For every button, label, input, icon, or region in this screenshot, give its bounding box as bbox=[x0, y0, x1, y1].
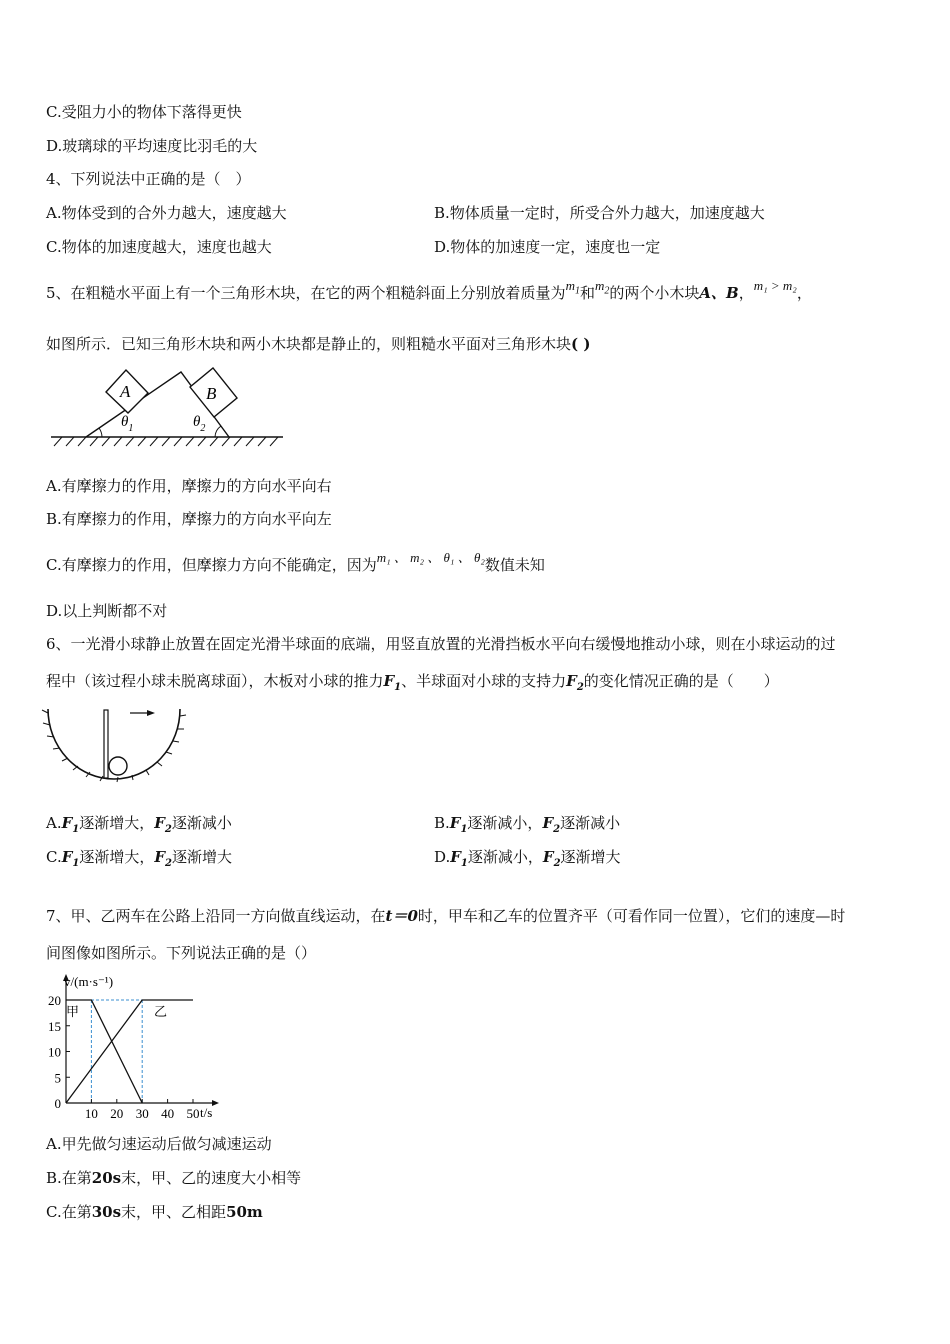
q6-option-b-f1: $F_1$ bbox=[449, 814, 468, 835]
q6-stem-line2 bbox=[46, 671, 779, 698]
q7-vt-chart bbox=[40, 970, 240, 1122]
y-tick-label-3: 15 bbox=[48, 1018, 61, 1034]
push-arrow-head bbox=[147, 710, 155, 716]
x-tick-label-4: 50 bbox=[186, 1106, 200, 1121]
q7-option-c: C.在第30s末，甲、乙相距50m bbox=[46, 1203, 263, 1221]
q4-option-c: C.物体的加速度越大，速度也越大 bbox=[46, 238, 272, 256]
q3-option-c: C.受阻力小的物体下落得更快 bbox=[46, 103, 242, 121]
q7-t-equals-zero: t＝0 bbox=[385, 907, 418, 925]
y-tick-label-2: 10 bbox=[48, 1044, 61, 1060]
q5-comma: ， bbox=[738, 284, 754, 302]
theta2-arc bbox=[215, 426, 221, 437]
q5-m2: $m_2$ bbox=[594, 278, 610, 297]
q6-stem-line1: 6、一光滑小球静止放置在固定光滑半球面的底端，用竖直放置的光滑挡板水平向右缓慢地推动小球，则在小球运动的过 bbox=[46, 635, 836, 653]
q5-paren: ( ) bbox=[571, 335, 591, 353]
q5-stem-b: 的两个小木块 bbox=[609, 284, 700, 302]
y-tick-label-4: 20 bbox=[48, 993, 61, 1008]
q5-option-c-vars: m₁ 、 m₂ 、 θ₁ 、 θ₂ bbox=[376, 550, 485, 565]
q7-option-b-value: 20s bbox=[91, 1169, 122, 1187]
x-axis-arrow bbox=[212, 1100, 219, 1106]
block-b-label: B bbox=[206, 384, 217, 403]
q6-option-c-f2: $F_2$ bbox=[154, 848, 172, 869]
q5-option-c bbox=[46, 550, 545, 576]
vertical-board bbox=[104, 710, 108, 778]
q6-option-a-f2: $F_2$ bbox=[154, 814, 172, 835]
q5-option-a: A.有摩擦力的作用，摩擦力的方向水平向右 bbox=[46, 477, 332, 495]
ground-hatching bbox=[54, 437, 278, 446]
q6-option-a-f1: $F_1$ bbox=[61, 814, 80, 835]
x-tick-label-0: 10 bbox=[84, 1106, 98, 1121]
series-line-1 bbox=[66, 1000, 193, 1103]
q5-inequality: m₁ > m₂ bbox=[753, 278, 797, 293]
q5-stem-a: 5、在粗糙水平面上有一个三角形木块，在它的两个粗糙斜面上分别放着质量为 bbox=[46, 284, 566, 302]
q7-option-c-value: 30s bbox=[91, 1203, 122, 1221]
q6-figure bbox=[40, 703, 188, 783]
q7-option-c-distance: 50m bbox=[226, 1203, 263, 1221]
q6-option-d-f1: $F_1$ bbox=[450, 848, 468, 869]
q5-stem-end: ， bbox=[796, 284, 812, 302]
q5-m1: $m_1$ bbox=[565, 278, 580, 297]
q5-option-c-text: C.有摩擦力的作用，但摩擦力方向不能确定，因为 bbox=[46, 556, 377, 574]
q7-stem-line2: 间图像如图所示。下列说法正确的是（） bbox=[46, 944, 317, 962]
q7-stem-line1 bbox=[46, 906, 845, 926]
q3-option-d: D.玻璃球的平均速度比羽毛的大 bbox=[46, 137, 258, 155]
series-label-jia: 甲 bbox=[66, 1004, 80, 1019]
y-tick-label-1: 5 bbox=[54, 1070, 61, 1086]
y-axis-label: v/(m·s⁻¹) bbox=[64, 974, 114, 989]
small-ball bbox=[109, 757, 127, 775]
q7-stem-b: 时，甲车和乙车的位置齐平（可看作同一位置），它们的速度—时 bbox=[417, 907, 846, 925]
x-tick-label-2: 30 bbox=[135, 1106, 149, 1121]
y-tick-label-0: 0 bbox=[54, 1096, 61, 1111]
q5-option-d: D.以上判断都不对 bbox=[46, 602, 168, 620]
theta1-label: $\theta_1$ bbox=[121, 414, 134, 434]
x-axis-label: t/s bbox=[200, 1105, 213, 1120]
q7-option-b: B.在第20s末，甲、乙的速度大小相等 bbox=[46, 1169, 302, 1187]
q6-option-d: $D.F_1$逐渐减小，$F_2$逐渐增大 bbox=[434, 848, 621, 869]
q7-stem-a: 7、甲、乙两车在公路上沿同一方向做直线运动，在 bbox=[46, 907, 386, 925]
block-a-label: A bbox=[120, 382, 131, 401]
q4-stem: 4、下列说法中正确的是（ ） bbox=[46, 170, 251, 188]
q6-option-b-f2: $F_2$ bbox=[542, 814, 561, 835]
q4-option-b: B.物体质量一定时，所受合外力越大，加速度越大 bbox=[434, 204, 765, 222]
q5-stem-line2-text: 如图所示．已知三角形木块和两小木块都是静止的，则粗糙水平面对三角形木块 bbox=[46, 335, 572, 353]
q5-stem-line2 bbox=[46, 334, 590, 354]
q5-option-b: B.有摩擦力的作用，摩擦力的方向水平向左 bbox=[46, 510, 332, 528]
q6-stem-a: 程中（该过程小球未脱离球面），木板对小球的推力 bbox=[46, 672, 384, 690]
q5-and: 和 bbox=[579, 284, 595, 302]
x-tick-label-1: 20 bbox=[110, 1106, 124, 1121]
q6-f2: $F_2$ bbox=[566, 672, 584, 693]
q7-option-a: A.甲先做匀速运动后做匀减速运动 bbox=[46, 1135, 272, 1153]
q4-option-a: A.物体受到的合外力越大，速度越大 bbox=[46, 204, 287, 222]
q5-option-c-tail: 数值未知 bbox=[484, 556, 545, 574]
q6-f1: $F_1$ bbox=[383, 672, 402, 693]
q6-option-a: $A.F_1$逐渐增大，$F_2$逐渐减小 bbox=[46, 814, 232, 835]
q5-stem-line1 bbox=[46, 278, 812, 310]
theta2-label: $\theta_2$ bbox=[193, 414, 206, 434]
q6-option-c-f1: $F_1$ bbox=[61, 848, 80, 869]
q6-option-c: $C.F_1$逐渐增大，$F_2$逐渐增大 bbox=[46, 848, 232, 869]
q5-figure bbox=[46, 364, 286, 452]
x-tick-label-3: 40 bbox=[161, 1106, 175, 1121]
q6-option-b: $B.F_1$逐渐减小，$F_2$逐渐减小 bbox=[434, 814, 621, 835]
theta1-arc bbox=[99, 428, 102, 437]
q4-option-d: D.物体的加速度一定，速度也一定 bbox=[434, 238, 661, 256]
q6-stem-c: 的变化情况正确的是（ ） bbox=[583, 672, 779, 690]
series-label-yi: 乙 bbox=[154, 1004, 168, 1019]
q5-blocks: A、B bbox=[699, 284, 739, 302]
q6-stem-b: 、半球面对小球的支持力 bbox=[401, 672, 567, 690]
q6-option-d-f2: $F_2$ bbox=[542, 848, 561, 869]
